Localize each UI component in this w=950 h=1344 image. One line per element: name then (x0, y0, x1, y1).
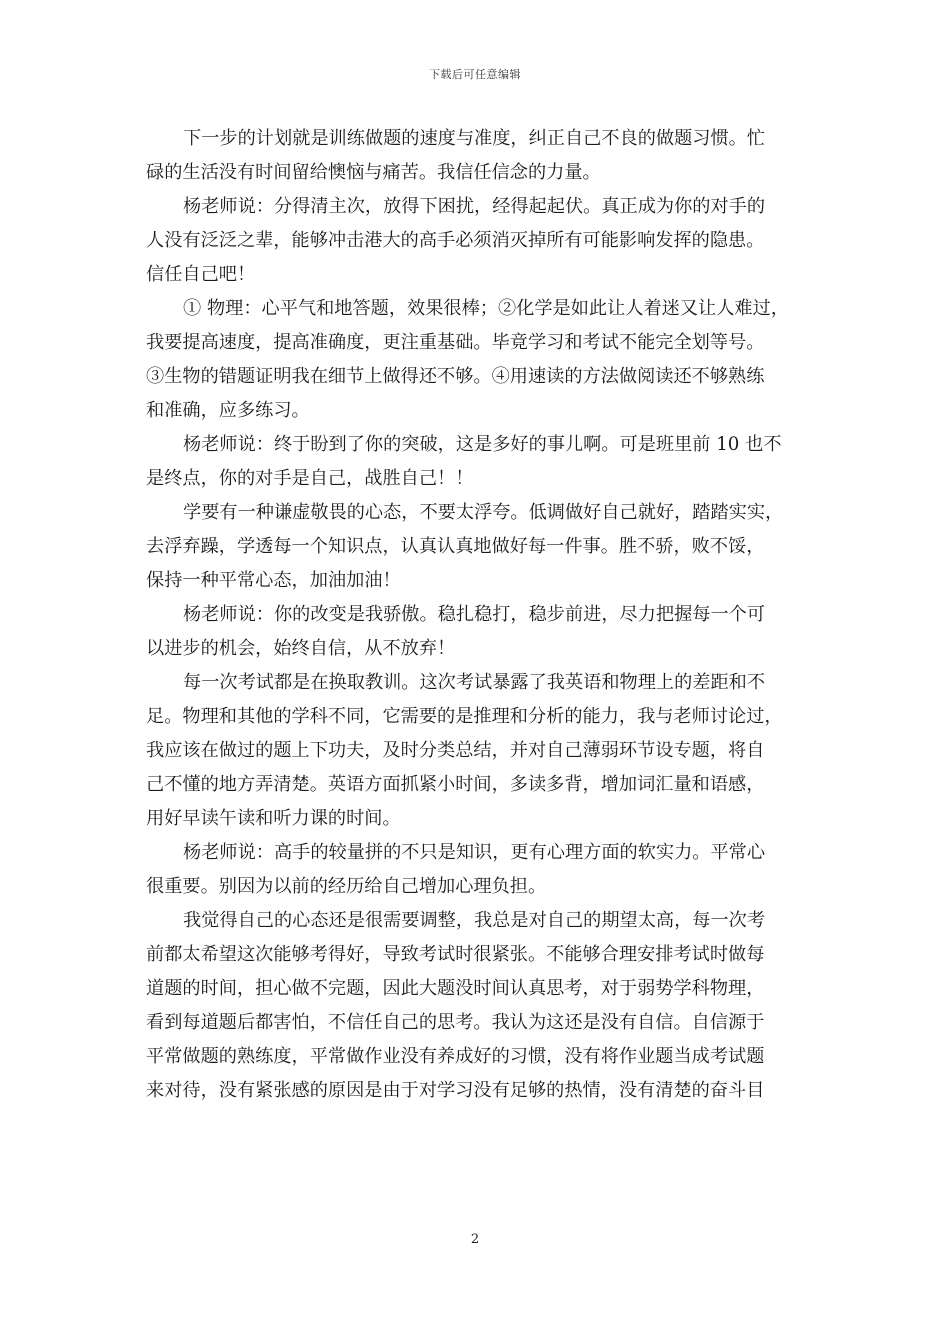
text-line: 和准确，应多练习。 (146, 400, 310, 421)
text-line: 是终点，你的对手是自己，战胜自己！！ (146, 468, 474, 489)
text-line: 道题的时间，担心做不完题，因此大题没时间认真思考，对于弱势学科物理， (146, 978, 765, 999)
text-line: 我觉得自己的心态还是很需要调整，我总是对自己的期望太高，每一次考 (183, 910, 766, 931)
paragraph (146, 598, 814, 666)
paragraph (146, 904, 814, 1108)
text-line: ① 物理：心平气和地答题，效果很棒；②化学是如此让人着迷又让人难过， (183, 298, 789, 319)
text-line: 信任自己吧！ (146, 264, 256, 285)
text-line: 看到每道题后都害怕，不信任自己的思考。我认为这还是没有自信。自信源于 (146, 1012, 765, 1033)
text-line: 每一次考试都是在换取教训。这次考试暴露了我英语和物理上的差距和不 (183, 672, 766, 693)
text-line: 用好早读午读和听力课的时间。 (146, 808, 401, 829)
text-line: 平常做题的熟练度，平常做作业没有养成好的习惯，没有将作业题当成考试题 (146, 1046, 765, 1067)
text-line: 去浮弃躁，学透每一个知识点，认真认真地做好每一件事。胜不骄，败不馁， (146, 536, 765, 557)
paragraph (146, 496, 814, 598)
paragraph (146, 666, 814, 836)
paragraph (146, 122, 814, 190)
text-line: 杨老师说：终于盼到了你的突破，这是多好的事儿啊。可是班里前 10 也不 (183, 434, 782, 455)
text-line: ③生物的错题证明我在细节上做得还不够。④用速读的方法做阅读还不够熟练 (146, 366, 765, 387)
paragraph-container (146, 122, 814, 1108)
text-line: 以进步的机会，始终自信，从不放弃！ (146, 638, 456, 659)
text-line: 碌的生活没有时间留给懊恼与痛苦。我信任信念的力量。 (146, 162, 601, 183)
text-line: 己不懂的地方弄清楚。英语方面抓紧小时间，多读多背，增加词汇量和语感， (146, 774, 765, 795)
paragraph (146, 836, 814, 904)
text-line: 下一步的计划就是训练做题的速度与准度，纠正自己不良的做题习惯。忙 (183, 128, 766, 149)
text-line: 杨老师说：高手的较量拼的不只是知识，更有心理方面的软实力。平常心 (183, 842, 766, 863)
text-line: 我应该在做过的题上下功夫，及时分类总结，并对自己薄弱环节设专题，将自 (146, 740, 765, 761)
text-line: 学要有一种谦虚敬畏的心态，不要太浮夸。低调做好自己就好，踏踏实实， (183, 502, 784, 523)
text-line: 杨老师说：分得清主次，放得下困扰，经得起起伏。真正成为你的对手的 (183, 196, 766, 217)
page-header: 下载后可任意编辑 (429, 68, 521, 81)
text-line: 足。物理和其他的学科不同，它需要的是推理和分析的能力，我与老师讨论过， (146, 706, 783, 727)
paragraph (146, 292, 814, 428)
page-number: 2 (470, 1232, 480, 1247)
text-line: 人没有泛泛之辈，能够冲击港大的高手必须消灭掉所有可能影响发挥的隐患。 (146, 230, 765, 251)
text-line: 保持一种平常心态，加油加油！ (146, 570, 401, 591)
text-line: 来对待，没有紧张感的原因是由于对学习没有足够的热情，没有清楚的奋斗目 (146, 1080, 765, 1101)
document-body (146, 122, 814, 1108)
paragraph (146, 428, 814, 496)
text-line: 杨老师说：你的改变是我骄傲。稳扎稳打，稳步前进，尽力把握每一个可 (183, 604, 766, 625)
text-line: 我要提高速度，提高准确度，更注重基础。毕竟学习和考试不能完全划等号。 (146, 332, 765, 353)
paragraph (146, 190, 814, 292)
text-line: 前都太希望这次能够考得好，导致考试时很紧张。不能够合理安排考试时做每 (146, 944, 765, 965)
text-line: 很重要。别因为以前的经历给自己增加心理负担。 (146, 876, 547, 897)
